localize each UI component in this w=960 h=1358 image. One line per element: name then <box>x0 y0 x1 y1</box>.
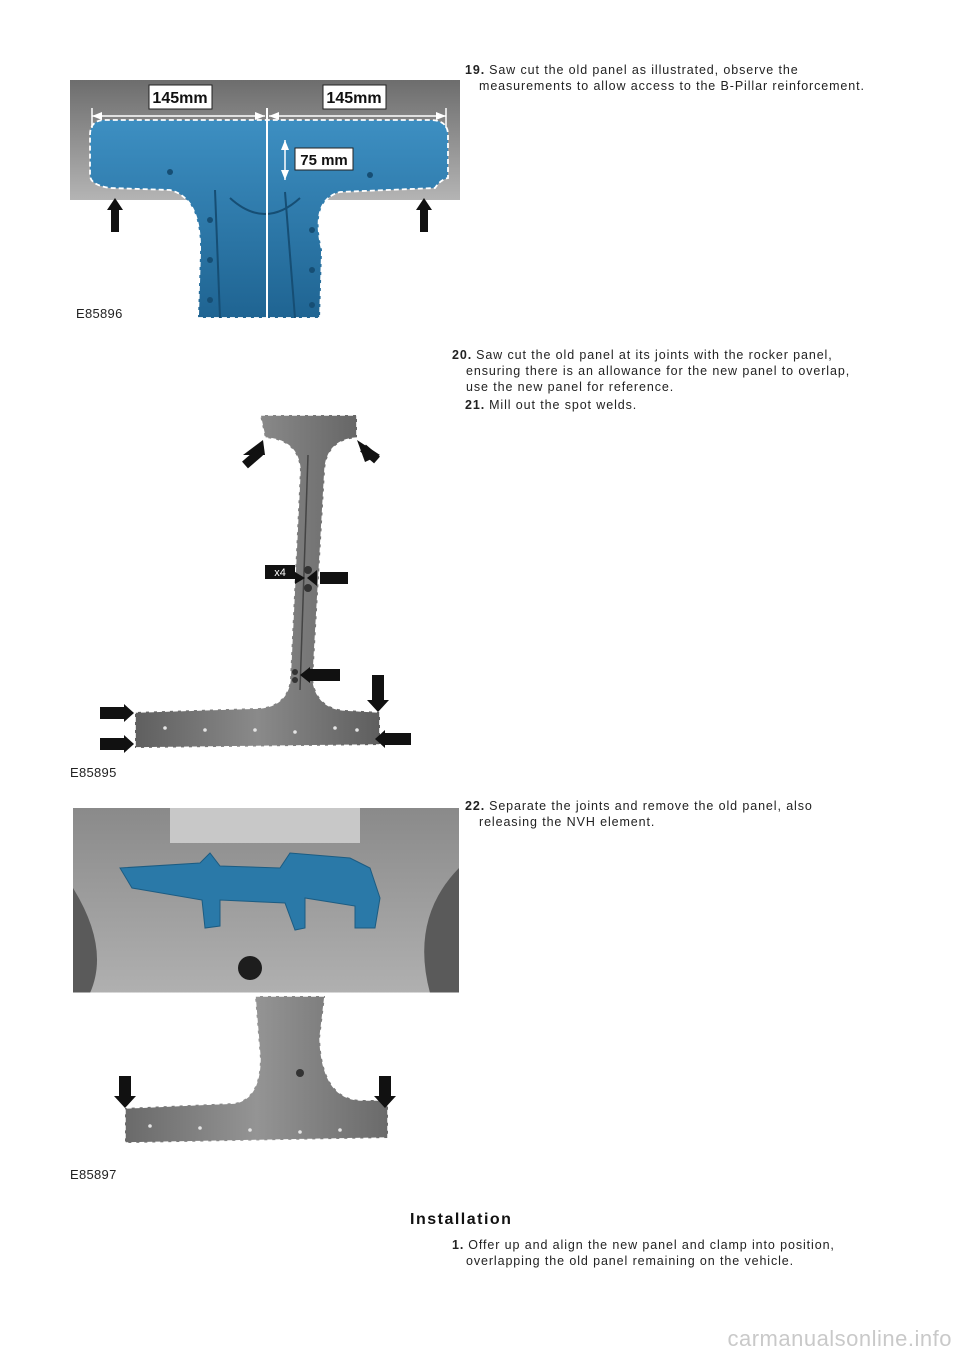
figure-e85896 <box>70 80 460 318</box>
figure-e85897 <box>70 808 460 1163</box>
arrow-down-icon <box>379 1076 391 1098</box>
step-text: ensuring there is an allowance for the new panel to overlap, <box>466 364 851 378</box>
figure-e85897-image <box>70 808 460 1163</box>
step-text: releasing the NVH element. <box>479 815 656 829</box>
dimension-label-right: 145mm <box>326 90 382 107</box>
step-20 <box>452 347 850 395</box>
step-text: use the new panel for reference. <box>466 380 675 394</box>
step-text: Separate the joints and remove the old panel, also <box>489 799 813 813</box>
step-number: 21. <box>465 398 486 412</box>
arrow-left-icon <box>385 733 411 745</box>
watermark: carmanualsonline.info <box>727 1326 952 1351</box>
step-number: 19. <box>465 63 486 77</box>
figure-code-e85896: E85896 <box>76 306 123 321</box>
step-number: 1. <box>452 1238 465 1252</box>
arrow-left-icon <box>310 669 340 681</box>
arrow-down-icon <box>119 1076 131 1098</box>
dimension-label-left: 145mm <box>152 90 208 107</box>
step-22 <box>465 798 813 830</box>
section-heading-installation: Installation <box>410 1211 513 1228</box>
step-text: Mill out the spot welds. <box>489 398 638 412</box>
step-number: 22. <box>465 799 486 813</box>
figure-e85895 <box>95 410 425 755</box>
step-text: Offer up and align the new panel and clamp into position, <box>468 1238 835 1252</box>
installation-step-1 <box>452 1237 835 1269</box>
arrow-right-icon <box>100 738 124 750</box>
dimension-label-height: 75 mm <box>300 152 348 169</box>
figure-code-e85897: E85897 <box>70 1167 117 1182</box>
step-number: 20. <box>452 348 473 362</box>
arrow-right-icon <box>100 707 124 719</box>
figure-code-e85895: E85895 <box>70 765 117 780</box>
step-text: Saw cut the old panel as illustrated, observe the <box>489 63 799 77</box>
figure-e85896-image <box>70 80 460 318</box>
step-text: measurements to allow access to the B-Pillar reinforcement. <box>479 79 865 93</box>
multiplier-label: x4 <box>274 567 286 579</box>
step-21 <box>465 397 637 413</box>
step-19 <box>465 62 865 94</box>
figure-e85895-image <box>95 410 425 755</box>
step-text: Saw cut the old panel at its joints with the rocker panel, <box>476 348 833 362</box>
step-text: overlapping the old panel remaining on the vehicle. <box>466 1254 795 1268</box>
arrow-down-icon <box>372 675 384 700</box>
arrow-left-icon <box>320 572 348 584</box>
